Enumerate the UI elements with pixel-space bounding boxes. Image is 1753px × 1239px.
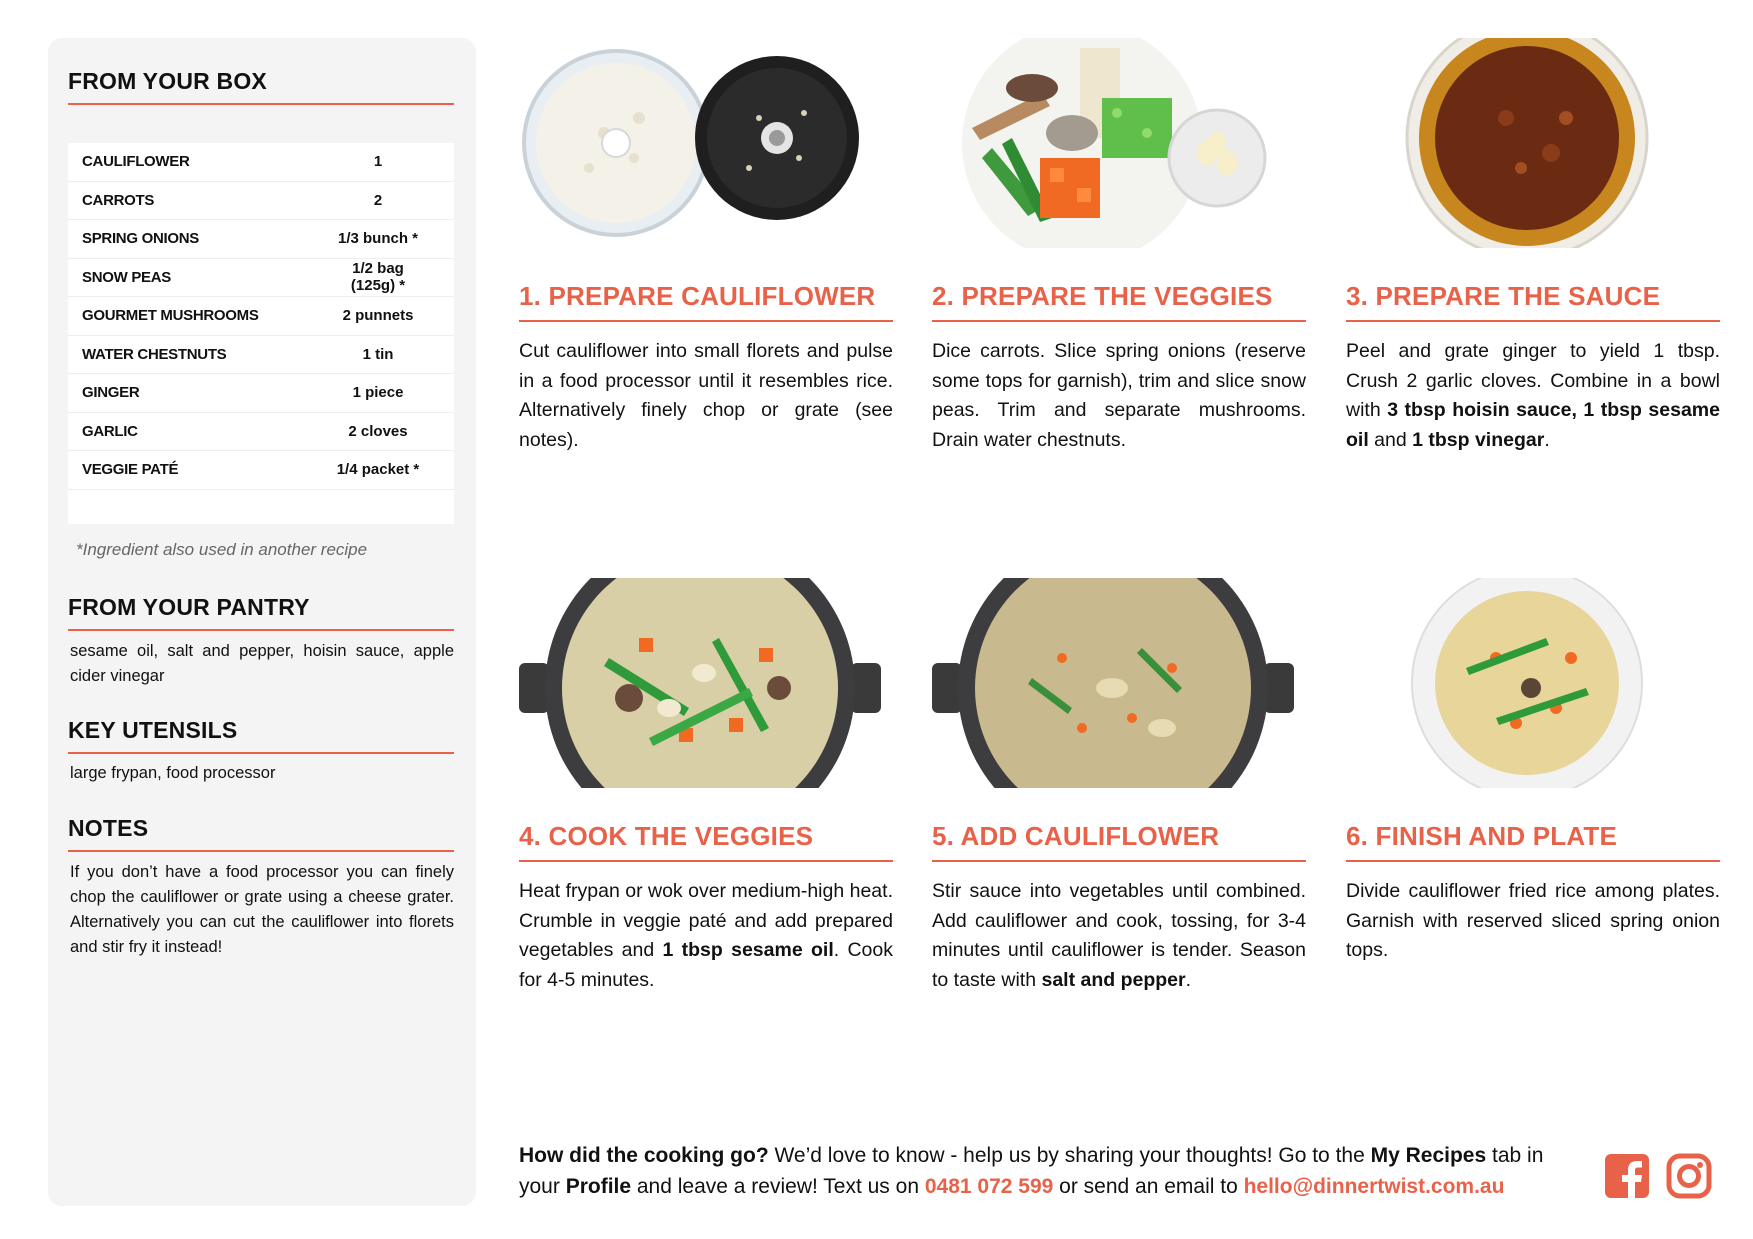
- step-2-photo: [932, 38, 1294, 248]
- step-4-text: [519, 877, 893, 995]
- step-text-run: Cut cauliflower into small florets and pulse in a food processor until it resembles rice. Alternatively finely chop or grate (see notes).: [519, 340, 893, 451]
- step-6-photo: [1346, 578, 1708, 788]
- ingredient-row: [68, 143, 454, 182]
- facebook-icon[interactable]: [1604, 1153, 1650, 1199]
- notes-text: If you don’t have a food processor you can finely chop the cauliflower or grate using a cheese grater. Alternatively you can cut the cauliflower into florets and stir fry it instead!: [70, 863, 454, 956]
- step-text-run: Peel and grate ginger to yield 1 tbsp. Crush 2 garlic cloves. Combine in a bowl with: [1346, 340, 1720, 421]
- step-text-run: . Cook for 4-5 minutes.: [519, 939, 893, 991]
- step-text-run: and: [1368, 428, 1413, 451]
- step-3-text: [1346, 337, 1720, 455]
- ingredient-qty: 2 punnets: [342, 307, 414, 325]
- ingredient-footnote: *Ingredient also used in another recipe: [76, 540, 368, 559]
- key-utensils-heading: KEY UTENSILS: [68, 717, 454, 754]
- footer-text: and leave a review! Text us on: [631, 1175, 925, 1198]
- ingredient-qty: 1: [373, 153, 383, 171]
- ingredient-name: CARROTS: [82, 191, 155, 209]
- step-text-run: Divide cauliflower fried rice among plates. Garnish with reserved sliced spring onion tops.: [1346, 880, 1720, 961]
- step-text-run: Dice carrots. Slice spring onions (reserve some tops for garnish), trim and slice snow peas. Trim and separate mushrooms. Drain water chestnuts.: [932, 340, 1306, 451]
- ingredient-qty: 2 cloves: [348, 422, 408, 440]
- step-4-title: 4. COOK THE VEGGIES: [519, 821, 893, 862]
- step-text-bold: salt and pepper: [1041, 968, 1186, 991]
- ingredient-name: GARLIC: [82, 422, 138, 440]
- ingredient-qty: 2: [373, 191, 383, 209]
- step-5-text: [932, 877, 1306, 995]
- ingredient-row: [68, 297, 454, 336]
- step-1-title: 1. PREPARE CAULIFLOWER: [519, 281, 893, 322]
- ingredient-row: [68, 259, 454, 298]
- ingredient-row: [68, 413, 454, 452]
- step-text-run: Heat frypan or wok over medium-high heat. Crumble in veggie paté and add prepared vegetables and: [519, 880, 893, 961]
- ingredient-name: CAULIFLOWER: [82, 153, 190, 171]
- phone-link[interactable]: 0481 072 599: [924, 1175, 1054, 1198]
- my-recipes-label: My Recipes: [1370, 1144, 1487, 1167]
- ingredient-qty: 1/4 packet *: [336, 461, 420, 479]
- step-text-bold: 3 tbsp hoisin sauce, 1 tbsp sesame oil: [1346, 399, 1720, 451]
- pantry-text: sesame oil, salt and pepper, hoisin sauce, apple cider vinegar: [70, 642, 454, 685]
- from-your-box-heading: FROM YOUR BOX: [68, 68, 454, 105]
- ingredient-name: GOURMET MUSHROOMS: [82, 307, 259, 325]
- ingredient-qty: 1 tin: [362, 345, 394, 363]
- feedback-footer: [519, 1140, 1579, 1202]
- step-1-text: [519, 337, 893, 455]
- step-1-photo: [519, 38, 881, 248]
- step-3-title: 3. PREPARE THE SAUCE: [1346, 281, 1720, 322]
- step-text-run: .: [1544, 428, 1550, 451]
- email-link[interactable]: hello@dinnertwist.com.au: [1243, 1175, 1505, 1198]
- ingredient-qty: 1/2 bag (125g) *: [350, 260, 406, 295]
- ingredient-row: [68, 336, 454, 375]
- ingredient-qty: 1 piece: [352, 384, 404, 402]
- ingredient-row: [68, 451, 454, 490]
- footer-text: or send an email to: [1053, 1175, 1244, 1198]
- ingredient-row: [68, 182, 454, 221]
- step-5-photo: [932, 578, 1294, 788]
- ingredient-name: GINGER: [82, 384, 140, 402]
- step-4-photo: [519, 578, 881, 788]
- step-text-run: Stir sauce into vegetables until combined. Add cauliflower and cook, tossing, for 3-4 minutes until cauliflower is tender. Season to taste with: [932, 880, 1306, 991]
- ingredient-name: SNOW PEAS: [82, 268, 171, 286]
- profile-label: Profile: [565, 1175, 632, 1198]
- step-6-text: [1346, 877, 1720, 966]
- ingredient-qty: 1/3 bunch *: [337, 230, 419, 248]
- notes-heading: NOTES: [68, 815, 454, 852]
- step-text-bold: 1 tbsp sesame oil: [662, 939, 834, 961]
- ingredient-name: WATER CHESTNUTS: [82, 345, 227, 363]
- utensils-text: large frypan, food processor: [70, 764, 276, 782]
- step-5-title: 5. ADD CAULIFLOWER: [932, 821, 1306, 862]
- step-text-run: .: [1185, 968, 1192, 991]
- step-3-photo: [1346, 38, 1708, 248]
- step-2-title: 2. PREPARE THE VEGGIES: [932, 281, 1306, 322]
- instagram-icon[interactable]: [1666, 1153, 1712, 1199]
- ingredient-row: [68, 374, 454, 413]
- ingredients-table: [68, 143, 454, 524]
- feedback-question: How did the cooking go?: [519, 1144, 769, 1167]
- from-your-pantry-heading: FROM YOUR PANTRY: [68, 594, 454, 631]
- ingredient-name: SPRING ONIONS: [82, 230, 199, 248]
- footer-text: tab in your: [519, 1144, 1544, 1198]
- step-2-text: [932, 337, 1306, 455]
- step-text-bold: 1 tbsp vinegar: [1412, 428, 1545, 451]
- footer-text: We’d love to know - help us by sharing your thoughts! Go to the: [768, 1144, 1371, 1167]
- ingredient-name: VEGGIE PATÉ: [82, 461, 179, 479]
- step-6-title: 6. FINISH AND PLATE: [1346, 821, 1720, 862]
- ingredients-panel: [48, 38, 476, 1206]
- ingredient-row: [68, 220, 454, 259]
